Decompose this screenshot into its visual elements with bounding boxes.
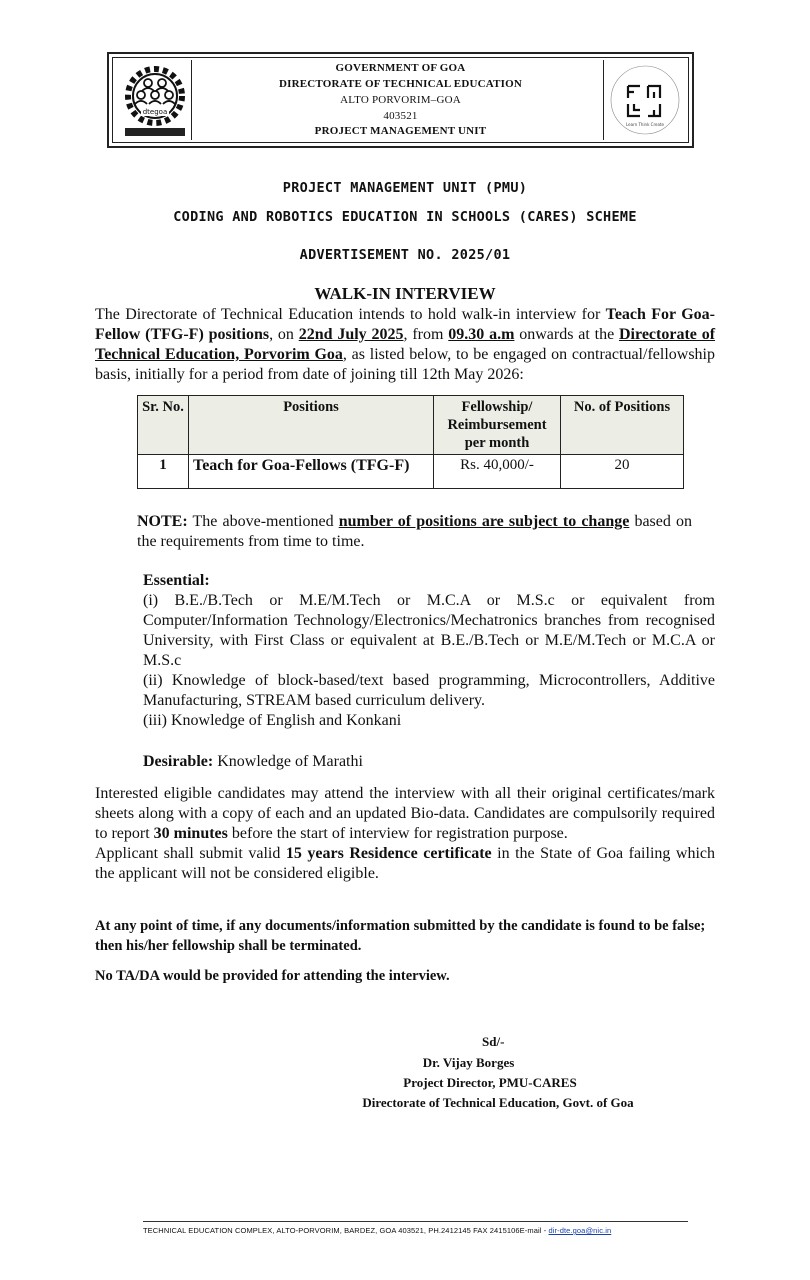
cares-emblem-icon: [604, 60, 684, 140]
intro-paragraph: [95, 305, 715, 385]
desirable-section: [143, 752, 715, 772]
report-time: 30 minutes: [153, 825, 228, 842]
svg-text:Learn Think Create: Learn Think Create: [626, 122, 664, 127]
position-name: Teach For Goa-Fellow (TFG-F) positions: [95, 306, 715, 343]
essential-item-3: (iii) Knowledge of English and Konkani: [143, 712, 402, 729]
residence-certificate: 15 years Residence certificate: [285, 845, 492, 862]
essential-label: Essential:: [143, 572, 210, 589]
candidates-paragraph: [95, 784, 715, 884]
interview-date: 22nd July 2025: [298, 326, 404, 343]
candidates-text-3: Applicant shall submit valid: [95, 845, 286, 862]
cares-logo: [603, 60, 684, 140]
note-paragraph: [137, 512, 692, 552]
note-emphasis: number of positions are subject to change: [338, 513, 630, 530]
col-positions: Positions: [189, 396, 434, 455]
col-fellowship: Fellowship/ Reimbursement per month: [434, 396, 561, 455]
footer-email-link[interactable]: dir-dte.goa@nic.in: [548, 1226, 612, 1235]
essential-section: [143, 571, 715, 731]
header-line-5: PROJECT MANAGEMENT UNIT: [314, 125, 487, 137]
desirable-label: Desirable:: [143, 753, 214, 770]
header-line-4: 403521: [383, 110, 418, 122]
intro-text-2: , on: [269, 326, 299, 343]
footer-divider: [143, 1221, 688, 1222]
note-label: NOTE:: [137, 513, 188, 530]
footer: [143, 1226, 703, 1235]
pmu-title: PROJECT MANAGEMENT UNIT (PMU): [282, 180, 528, 196]
signatory-org: Directorate of Technical Education, Govt. of Goa: [362, 1095, 634, 1110]
header-line-3: ALTO PORVORIM–GOA: [340, 94, 461, 106]
advertisement-number: ADVERTISEMENT NO. 2025/01: [299, 247, 511, 263]
signature-sd: Sd/-: [482, 1034, 505, 1049]
intro-text-4: onwards at the: [514, 326, 619, 343]
note-text-2: based on the requirements from time to time.: [137, 513, 692, 550]
intro-text-1: The Directorate of Technical Education intends to hold walk-in interview for: [95, 306, 606, 323]
no-ta-da-note: No TA/DA would be provided for attending the interview.: [95, 968, 450, 984]
intro-text-3: , from: [403, 326, 449, 343]
table-row: [138, 455, 684, 489]
svg-text:dtegoa: dtegoa: [142, 108, 168, 116]
footer-address: TECHNICAL EDUCATION COMPLEX, ALTO-PORVORIM, BARDEZ, GOA 403521, PH.2412145 FAX 2415106E-mail -: [143, 1226, 549, 1235]
essential-item-1: (i) B.E./B.Tech or M.E/M.Tech or M.C.A or M.S.c or equivalent from Computer/Information Technology/Electronics/Mechatronics branches from recognised University, with First Class or equivalent at B.E./B.Tech or M.E/M.Tech or M.C.A or M.S.c: [143, 592, 715, 669]
cell-fellowship: Rs. 40,000/-: [434, 455, 561, 489]
candidates-text-1: Interested eligible candidates may attend the interview with all their original certificates/mark sheets along with a copy of each and an updated Bio-data. Candidates are compulsorily required to report: [95, 785, 715, 842]
table-header-row: [138, 396, 684, 455]
col-no-of-positions: No. of Positions: [561, 396, 684, 455]
header-line-2: DIRECTORATE OF TECHNICAL EDUCATION: [278, 78, 523, 90]
header-line-1: GOVERNMENT OF GOA: [335, 62, 466, 74]
positions-table: [137, 395, 684, 489]
letterhead: [107, 52, 694, 148]
col-sr-no: Sr. No.: [138, 396, 189, 455]
note-text-1: The above-mentioned: [187, 513, 339, 530]
cell-sr-no: 1: [138, 455, 189, 489]
interview-venue: Directorate of Technical Education, Porvorim Goa: [95, 326, 716, 363]
interview-time: 09.30 a.m: [448, 326, 515, 343]
cell-no-of-positions: 20: [561, 455, 684, 489]
cell-position: Teach for Goa-Fellows (TFG-F): [189, 455, 434, 489]
signatory-name: Dr. Vijay Borges: [422, 1055, 515, 1070]
intro-text-5: , as listed below, to be engaged on contractual/fellowship basis, initially for a period from date of joining till 12th May 2026:: [95, 346, 715, 383]
signatory-title: Project Director, PMU-CARES: [403, 1075, 577, 1090]
essential-item-2: (ii) Knowledge of block-based/text based programming, Microcontrollers, Additive Manufacturing, STREAM based curriculum delivery.: [143, 672, 715, 709]
candidates-text-4: in the State of Goa failing which the applicant will not be considered eligible.: [95, 845, 715, 882]
walk-in-heading: WALK-IN INTERVIEW: [314, 284, 496, 303]
desirable-text: Knowledge of Marathi: [213, 753, 363, 770]
scheme-title: CODING AND ROBOTICS EDUCATION IN SCHOOLS (CARES) SCHEME: [173, 209, 637, 225]
candidates-text-2: before the start of interview for registration purpose.: [227, 825, 568, 842]
warning-paragraph: At any point of time, if any documents/information submitted by the candidate is found to be false; then his/her fellowship shall be terminated.: [95, 918, 706, 954]
